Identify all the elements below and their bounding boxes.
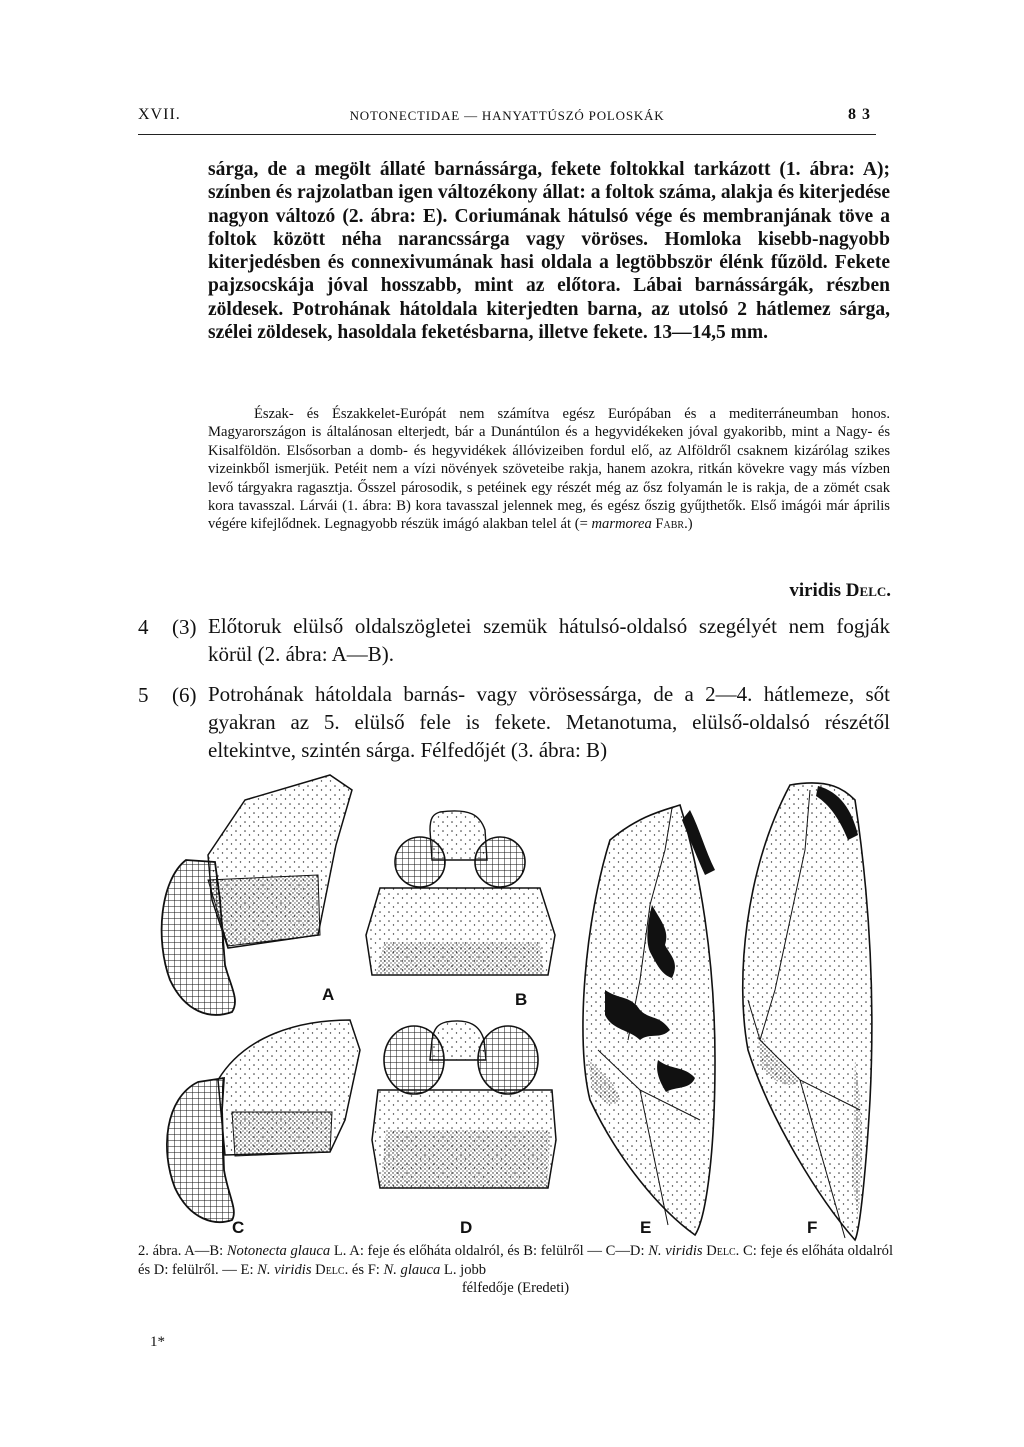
caption-author: Delc. [706,1243,740,1259]
species-name: viridis [789,580,842,601]
caption-part: L. jobb [440,1261,487,1278]
figure-label-d: D [460,1218,473,1237]
figure-caption [138,1242,893,1298]
couplet-5-text: Potrohának hátoldala barnás- vagy vörösessárga, de a 2—4. hátlemeze, sőt gyakran az 5. elülső fele is fekete. Metanotuma, elülső-oldalsó részétől eltekintve, szintén sárga. Félfedőjét (3. ábra: B) [208,682,890,762]
couplet-4-number: 4 [138,615,149,639]
species-author: Delc. [845,580,891,601]
caption-author: Delc. [315,1261,349,1278]
figure-label-e: E [640,1218,652,1237]
caption-species: N. glauca [383,1261,441,1278]
caption-part: C: feje és előháta oldalról és D: felülről. — E: [138,1243,893,1278]
caption-species: N. viridis [257,1261,312,1278]
figure-label-f: F [807,1218,818,1237]
equals-sign: = [579,516,588,533]
caption-species: N. viridis [648,1243,703,1259]
figure-a-drawing [162,775,352,1015]
caption-species: Notonecta glauca [226,1243,331,1259]
figure-f-drawing [743,783,872,1240]
couplet-5-ref: (6) [172,683,197,707]
figure-label-c: C [232,1218,245,1237]
figure-label-a: A [322,985,335,1004]
figure-label-b: B [515,990,528,1009]
caption-part: és F: [348,1261,384,1278]
synonym-name: marmorea [591,516,652,533]
figure-c-drawing [167,1020,360,1222]
description-paragraph: sárga, de a megölt állaté barnássárga, fekete foltokkal tarkázott (1. ábra: A); színben és rajzolatban igen változékony állat: a foltok száma, alakja és kiterjedése nagyon változó (2. ábra: E). Coriumának hátulsó vége és membranjának töve a foltok között néha narancssárga vagy vöröses. Homloka kisebb-nagyobb kiterjedésben és connexivumának hasi oldala a legtöbbször élénk fűzöld. Fekete pajzsocskája jóval hosszabb, mint az előtora. Lábai barnássárgák, részben zöldesek. Potrohának hátoldala kiterjedten barna, az utolsó 2 hátlemez sárga, szélei zöldesek, hasoldala feketésbarna, illetve fekete. 13—14,5 mm. [208,159,890,344]
figure-b-drawing [366,811,555,975]
page-number: 83 [848,106,876,123]
caption-last-line: félfedője (Eredeti) [461,1280,570,1297]
figure-e-drawing [583,805,715,1235]
distribution-text: Észak- és Északkelet-Európát nem számítva egész Európában és a mediterráneumban honos. Magyarországon is általánosan elterjedt, bár a Dunántúlon és a hegyvidékeken jóval gyakoribb, mint a Nagy- és Kisalföldön. Elsősorban a domb- és hegyvidékek állóvizeiben fordul elő, az Alföldről csaknem kizárólag szikes vizeinkből ismerjük. Petéit nem a vízi növények szöveteibe rakja, hanem azokra, ritkán kövekre vagy más vízben levő tárgyakra ragasztja. Ősszel párosodik, s petéinek egy részét még az ősz folyamán le is rakja, de a zömét csak kora tavasszal. Lárvái (1. ábra: B) kora tavasszal jelennek meg, és egész őszig gyűjthetők. Első imágói már április végére kifejlődnek. Legnagyobb részük imágó alakban telel át ( [208,406,890,533]
couplet-5-number: 5 [138,683,149,707]
couplet-4-text: Előtoruk elülső oldalszögletei szemük hátulsó-oldalsó szegélyét nem fogják körül (2. ábra: A—B). [208,614,890,666]
signature-mark: 1* [150,1334,165,1350]
synonym-author: Fabr. [655,516,688,533]
couplet-4-ref: (3) [172,615,197,639]
running-title: NOTONECTIDAE — HANYATTÚSZÓ POLOSKÁK [349,108,665,123]
caption-part: 2. ábra. A—B: [138,1243,227,1259]
figure-d-drawing [372,1021,556,1188]
chapter-number: XVII. [138,106,181,123]
close-paren: ) [687,516,693,533]
caption-part: L. A: feje és előháta oldalról, és B: felülről — C—D: [330,1243,649,1259]
